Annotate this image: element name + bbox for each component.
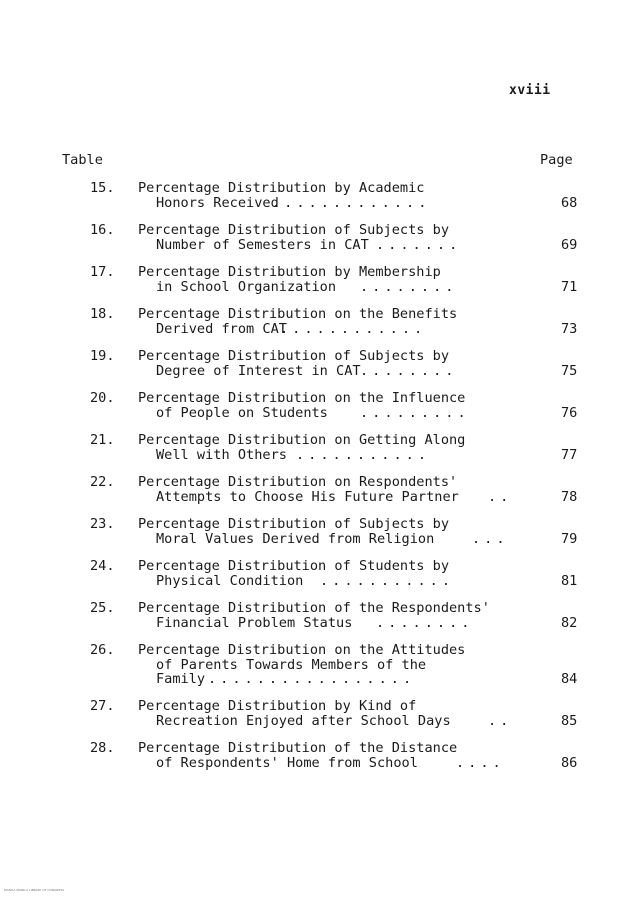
toc-entry-title-continued: Degree of Interest in CAT [156,362,361,379]
toc-entry-page-number: 82 [561,614,578,631]
toc-entry-title: Percentage Distribution on the Influence [138,390,466,406]
dot-leader: ............ [280,320,427,337]
dot-leader: ........... [296,446,431,463]
toc-entry-page-number: 84 [561,671,578,687]
dot-leader: ... [472,530,509,547]
toc-entry-number: 21. [90,432,115,448]
toc-entry-number: 25. [90,600,115,616]
toc-entry-title-continued: in School Organization [156,278,337,295]
footer-microfilm-stamp: MANILA MANILA LIBRARY OF CONGRESS [4,888,65,892]
toc-entry-number: 28. [90,740,115,756]
toc-entry-page-number: 76 [561,404,578,421]
toc-entry-title-continued: of Parents Towards Members of the [156,656,427,673]
toc-entry-page-number: 77 [561,446,578,463]
toc-entry-title-continued: Physical Condition [156,572,304,589]
dot-leader: .. [488,712,513,729]
toc-entry-title-continued: Derived from CAT [156,320,287,337]
toc-entry-number: 26. [90,642,115,658]
toc-entry-title: Percentage Distribution on the Attitudes [138,642,466,658]
toc-entry-page-number: 81 [561,572,578,589]
toc-entry-title-continued: of People on Students [156,404,328,421]
toc-entry-page-number: 69 [561,236,578,253]
toc-entry-title: Percentage Distribution by Membership [138,264,441,280]
dot-leader: ....... [376,236,462,253]
toc-entry-title-continued: Well with Others [156,446,287,463]
toc-entry-page-number: 86 [561,754,578,771]
toc-entry-page-number: 79 [561,530,578,547]
toc-entry-title: Percentage Distribution of the Respondents' [138,600,490,616]
toc-entry-page-number: 85 [561,712,578,729]
toc-entry-page-number: 68 [561,194,578,211]
dot-leader: ........ [360,278,458,295]
toc-entry-number: 17. [90,264,115,280]
toc-entry-title: Percentage Distribution of Subjects by [138,348,449,364]
toc-entry-page-number: 73 [561,320,578,337]
toc-entry-number: 22. [90,474,115,490]
toc-entry-number: 24. [90,558,115,574]
toc-entry-page-number: 78 [561,488,578,505]
dot-leader: ............. [272,194,431,211]
dot-leader: ........ [360,362,458,379]
toc-entry-title: Percentage Distribution of Students by [138,558,449,574]
toc-entry-title-continued: Honors Received [156,194,279,211]
table-column-heading: Table [62,152,103,168]
dot-leader: .... [456,754,505,771]
toc-entry-title-continued: Family [156,671,206,687]
toc-entry-title-continued: Attempts to Choose His Future Partner [156,488,459,505]
toc-entry-title-continued: Financial Problem Status [156,614,353,631]
toc-entry-number: 20. [90,390,115,406]
dot-leader: ......... [360,404,470,421]
toc-entry-title-continued: Moral Values Derived from Religion [156,530,435,547]
page-column-heading: Page [540,152,573,168]
page-number: xviii [509,83,551,98]
toc-entry-number: 23. [90,516,115,532]
toc-entry-page-number: 71 [561,278,578,295]
toc-entry-title: Percentage Distribution by Kind of [138,698,417,714]
toc-entry-number: 18. [90,306,115,322]
dot-leader: ........... [320,572,455,589]
dot-leader: ........ [376,614,474,631]
toc-entry-title: Percentage Distribution of Subjects by [138,516,449,532]
toc-entry-title: Percentage Distribution on the Benefits [138,306,458,322]
toc-entry-title: Percentage Distribution on Getting Along [138,432,466,448]
toc-entry-number: 15. [90,180,115,196]
dot-leader: ................. [208,671,416,687]
toc-entry-title-continued: Number of Semesters in CAT [156,236,369,253]
dot-leader: .. [488,488,513,505]
toc-entry-title: Percentage Distribution by Academic [138,180,425,196]
toc-entry-title: Percentage Distribution of the Distance [138,740,458,756]
toc-entry-number: 19. [90,348,115,364]
toc-entry-number: 27. [90,698,115,714]
toc-entry-title-continued: of Respondents' Home from School [156,754,418,771]
toc-entry-number: 16. [90,222,115,238]
toc-entry-page-number: 75 [561,362,578,379]
toc-entry-title: Percentage Distribution on Respondents' [138,474,458,490]
toc-entry-title: Percentage Distribution of Subjects by [138,222,449,238]
toc-entry-title-continued: Recreation Enjoyed after School Days [156,712,451,729]
